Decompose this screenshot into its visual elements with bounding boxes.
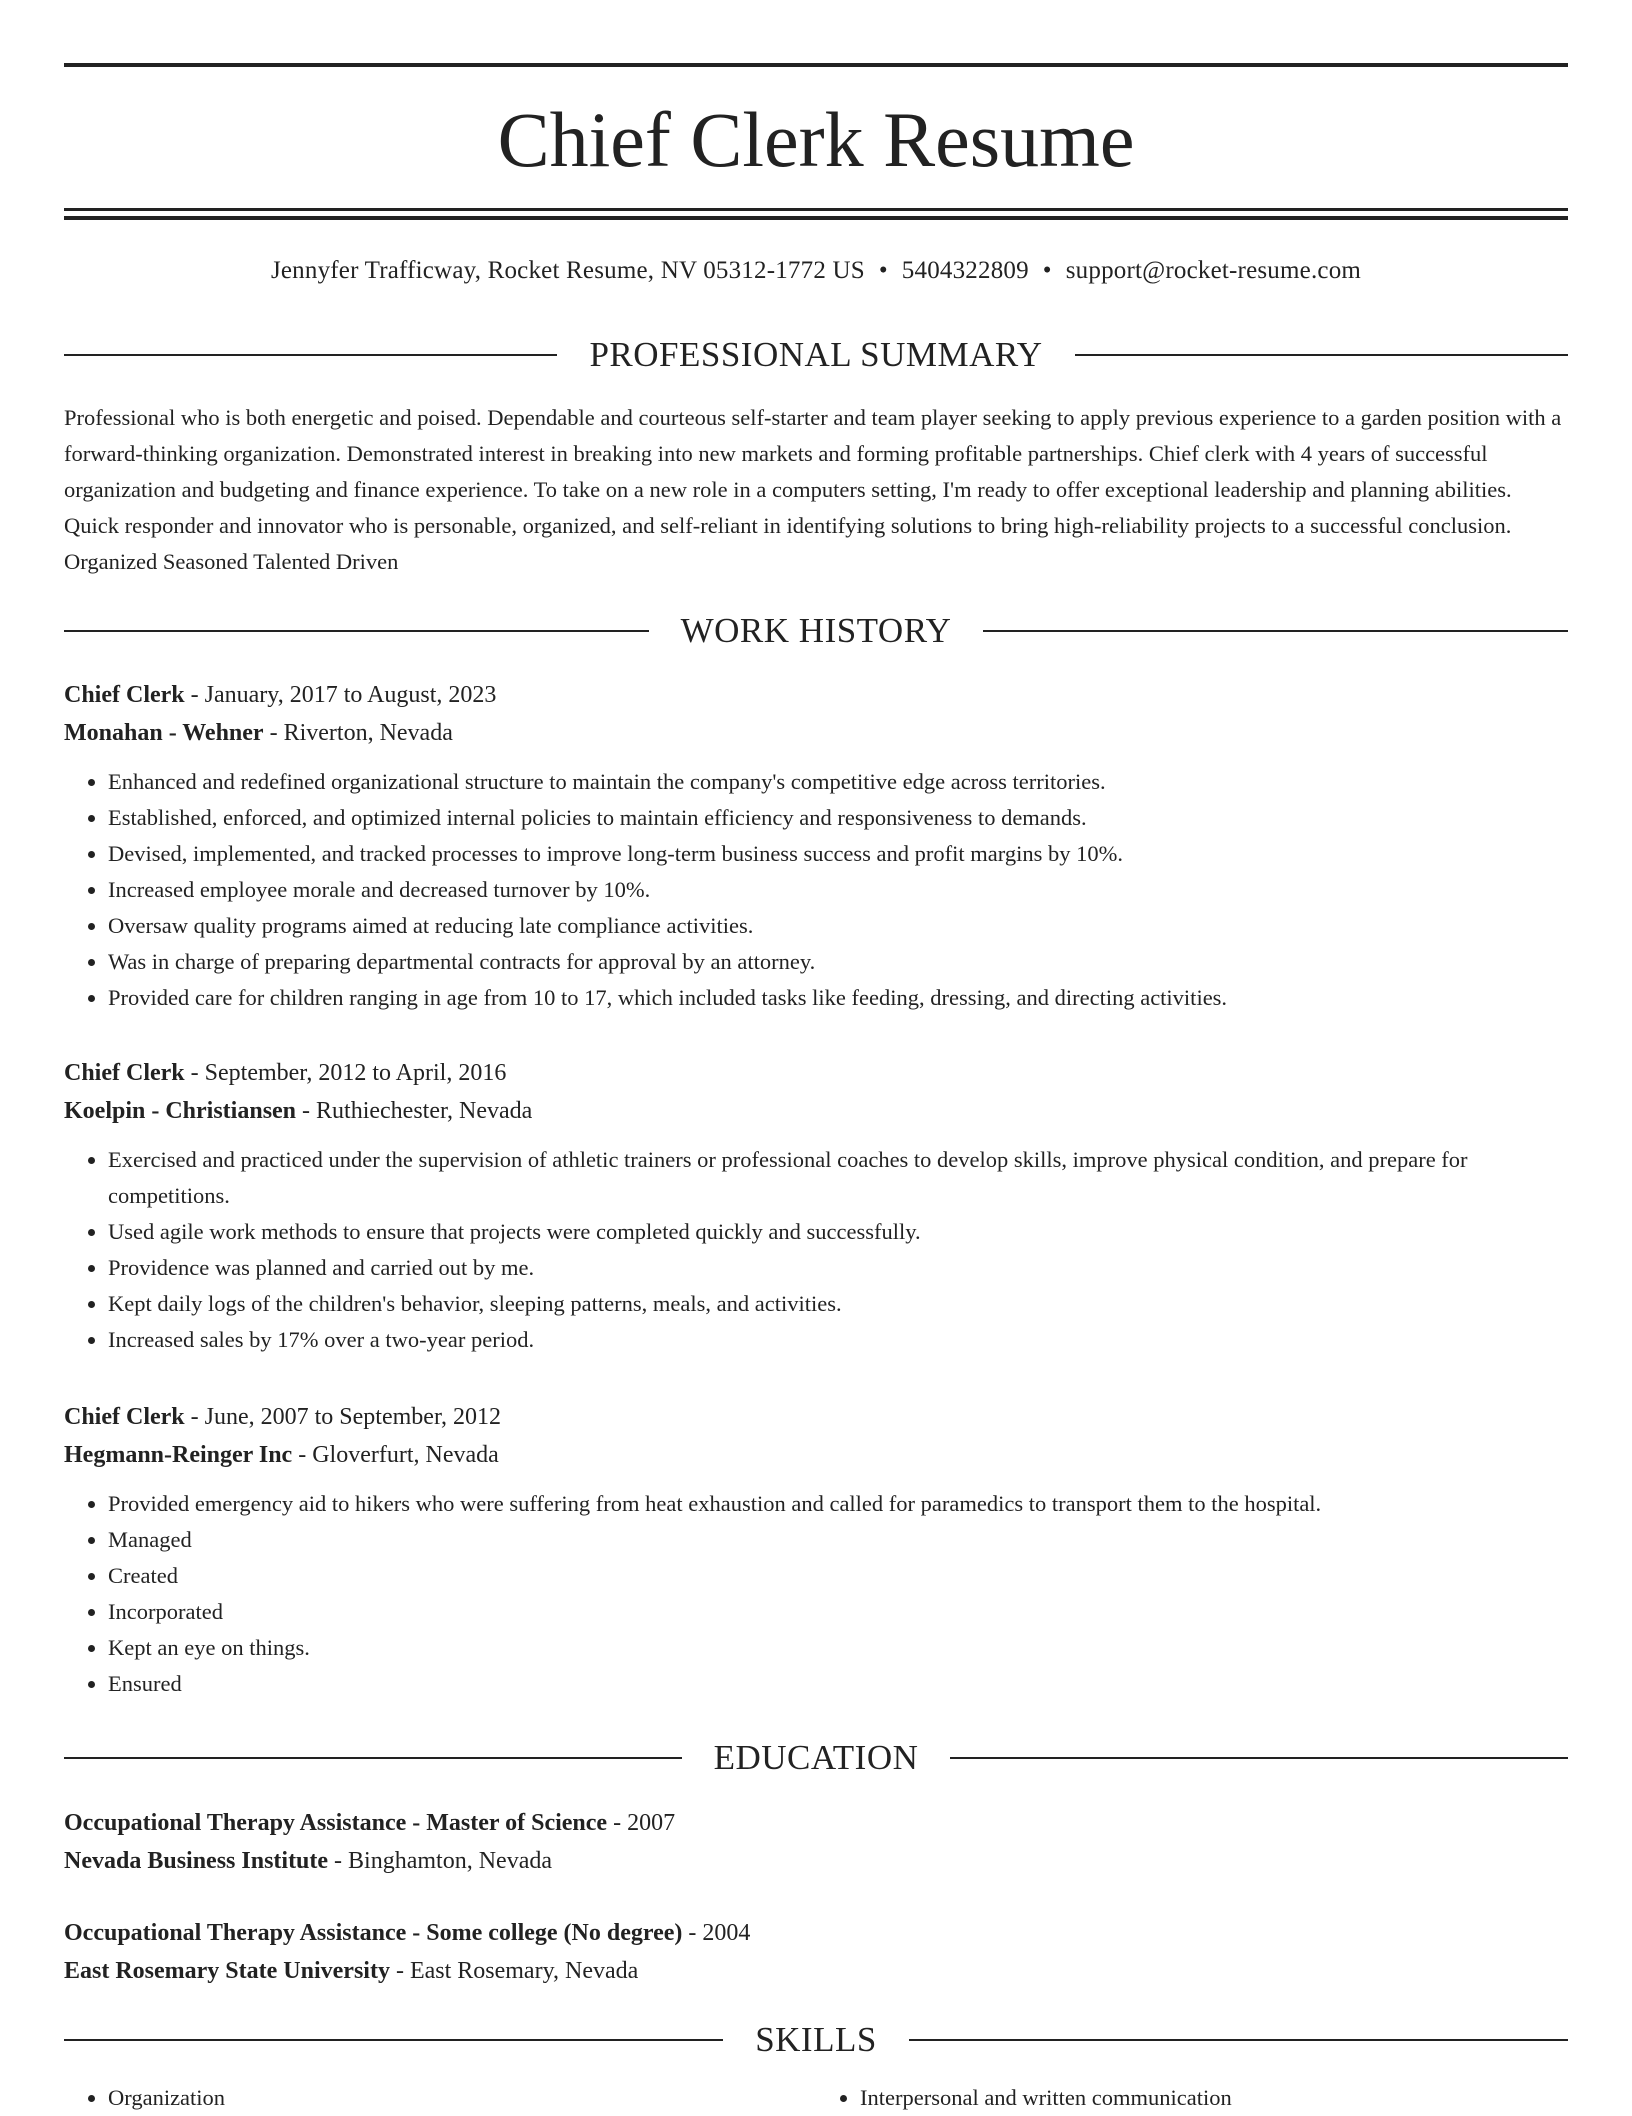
skills-list (64, 2080, 1568, 2116)
job-title-line (64, 676, 1568, 714)
heading-rule-left (64, 354, 557, 356)
section-heading-work (64, 609, 1568, 653)
contact-address: Jennyfer Trafficway, Rocket Resume, NV 05312-1772 US (270, 257, 865, 284)
section-heading-education (64, 1736, 1568, 1780)
list-item: • Increased sales by 17% over a two-year period. (108, 1322, 1568, 1358)
list-item: • Devised, implemented, and tracked processes to improve long-term business success and profit margins by 10%. (108, 836, 1568, 872)
job-title-line (64, 1054, 1568, 1092)
education-location: - Binghamton, Nevada (328, 1848, 552, 1874)
skills-column-left (64, 2080, 816, 2116)
list-item: • Was in charge of preparing departmental contracts for approval by an attorney. (108, 944, 1568, 980)
job-dates: - June, 2007 to September, 2012 (184, 1404, 501, 1430)
title-double-rule (64, 208, 1568, 220)
job-company-line (64, 1092, 1568, 1130)
heading-rule-left (64, 1757, 682, 1759)
list-item: • Kept daily logs of the children's behavior, sleeping patterns, meals, and activities. (108, 1286, 1568, 1322)
job-entry (64, 1398, 1568, 1702)
heading-rule-right (950, 1757, 1568, 1759)
job-bullets (64, 764, 1568, 1016)
list-item: • Increased employee morale and decreased turnover by 10%. (108, 872, 1568, 908)
education-degree: Occupational Therapy Assistance - Master of Science (64, 1810, 608, 1836)
education-school: East Rosemary State University (64, 1958, 390, 1984)
summary-text: Professional who is both energetic and poised. Dependable and courteous self-starter and team player seeking to apply previous experience to a garden position with a forward-thinking organization. Demonstrated interest in breaking into new markets and forming profitable partnerships. Chief clerk with 4 years of successful organization and budgeting and finance experience. To take on a new role in a computers setting, I'm ready to offer exceptional leadership and planning abilities. Quick responder and innovator who is personable, organized, and self-reliant in identifying solutions to bring high-reliability projects to a successful conclusion. Organized Seasoned Talented Driven (64, 405, 1562, 574)
education-year: - 2004 (682, 1920, 751, 1946)
job-dates: - January, 2017 to August, 2023 (184, 682, 497, 708)
list-item: • Established, enforced, and optimized internal policies to maintain efficiency and responsiveness to demands. (108, 800, 1568, 836)
heading-rule-left (64, 630, 649, 632)
job-company-line (64, 714, 1568, 752)
job-company: Monahan - Wehner (64, 720, 264, 746)
job-company: Hegmann-Reinger Inc (64, 1442, 293, 1468)
list-item: • Enhanced and redefined organizational structure to maintain the company's competitive edge across territories. (108, 764, 1568, 800)
page-title: Chief Clerk Resume (497, 96, 1135, 183)
job-location: - Gloverfurt, Nevada (292, 1442, 499, 1468)
section-title-work: WORK HISTORY (680, 611, 952, 650)
section-title-education: EDUCATION (713, 1738, 919, 1777)
skill-item: • Interpersonal and written communication (860, 2080, 1568, 2116)
education-entry (64, 1914, 1568, 1990)
education-school-line (64, 1842, 1568, 1880)
job-title-line (64, 1398, 1568, 1436)
education-school-line (64, 1952, 1568, 1990)
list-item: • Kept an eye on things. (108, 1630, 1568, 1666)
contact-separator: • (1042, 257, 1052, 284)
list-item: • Created (108, 1558, 1568, 1594)
education-degree-line (64, 1804, 1568, 1842)
top-rule (64, 63, 1568, 67)
list-item: • Providence was planned and carried out by me. (108, 1250, 1568, 1286)
education-entry (64, 1804, 1568, 1880)
list-item: • Exercised and practiced under the supervision of athletic trainers or professional coaches to develop skills, improve physical condition, and prepare for competitions. (108, 1142, 1568, 1214)
list-item: • Incorporated (108, 1594, 1568, 1630)
job-dates: - September, 2012 to April, 2016 (184, 1060, 507, 1086)
job-company-line (64, 1436, 1568, 1474)
list-item: • Provided emergency aid to hikers who were suffering from heat exhaustion and called for paramedics to transport them to the hospital. (108, 1486, 1568, 1522)
list-item: • Oversaw quality programs aimed at reducing late compliance activities. (108, 908, 1568, 944)
list-item: • Ensured (108, 1666, 1568, 1702)
job-location: - Riverton, Nevada (263, 720, 453, 746)
section-title-summary: PROFESSIONAL SUMMARY (589, 335, 1043, 374)
section-title-skills: SKILLS (755, 2020, 877, 2059)
job-company: Koelpin - Christiansen (64, 1098, 297, 1124)
skills-column-right (816, 2080, 1568, 2116)
job-entry (64, 676, 1568, 1016)
heading-rule-right (983, 630, 1568, 632)
heading-rule-right (909, 2039, 1568, 2041)
job-title: Chief Clerk (64, 1060, 185, 1086)
section-heading-summary (64, 333, 1568, 377)
job-location: - Ruthiechester, Nevada (296, 1098, 533, 1124)
education-degree: Occupational Therapy Assistance - Some college (No degree) (64, 1920, 683, 1946)
list-item: • Provided care for children ranging in age from 10 to 17, which included tasks like feeding, dressing, and directing activities. (108, 980, 1568, 1016)
job-bullets (64, 1142, 1568, 1358)
education-school: Nevada Business Institute (64, 1848, 329, 1874)
list-item: • Used agile work methods to ensure that projects were completed quickly and successfully. (108, 1214, 1568, 1250)
education-location: - East Rosemary, Nevada (389, 1958, 639, 1984)
contact-separator: • (878, 257, 888, 284)
skill-item: • Organization (108, 2080, 816, 2116)
job-bullets (64, 1486, 1568, 1702)
job-title: Chief Clerk (64, 682, 185, 708)
job-entry (64, 1054, 1568, 1358)
education-degree-line (64, 1914, 1568, 1952)
contact-email[interactable]: support@rocket-resume.com (1065, 257, 1362, 284)
list-item: • Managed (108, 1522, 1568, 1558)
contact-line (64, 254, 1568, 288)
job-title: Chief Clerk (64, 1404, 185, 1430)
heading-rule-right (1075, 354, 1568, 356)
section-heading-skills (64, 2018, 1568, 2062)
heading-rule-left (64, 2039, 723, 2041)
contact-phone[interactable]: 5404322809 (901, 257, 1029, 284)
education-year: - 2007 (607, 1810, 676, 1836)
